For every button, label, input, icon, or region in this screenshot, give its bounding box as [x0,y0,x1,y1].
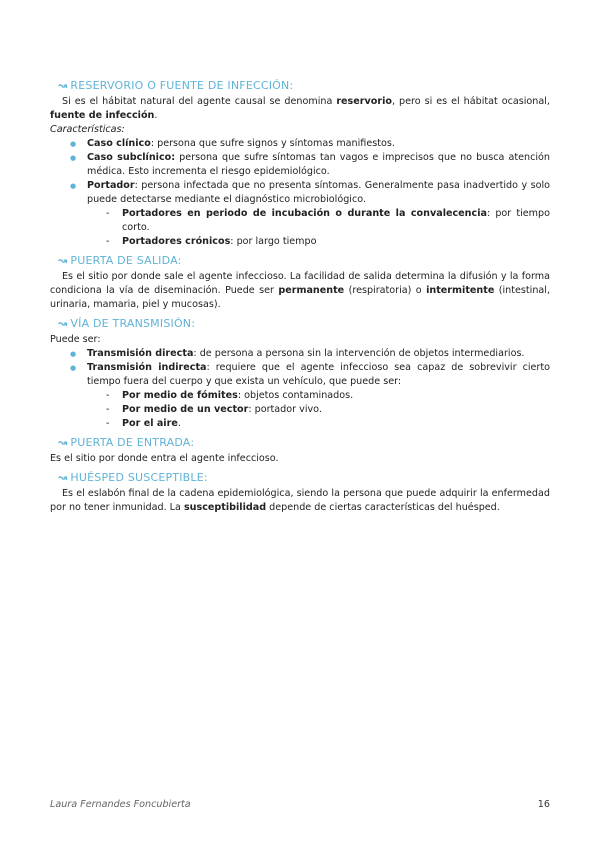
page-number: 16 [537,799,550,810]
curved-arrow-icon: ↝ [58,79,68,92]
list-item: ● Transmisión indirecta: requiere que el agente infeccioso sea capaz de sobrevivir cierto tiempo fuera del cuerpo y que exista un vehículo, que puede ser: - Por medio de fómites: objetos contaminados. - Por medio de un vector: portador vivo. - Por el aire. [87,361,550,431]
curved-arrow-icon: ↝ [58,254,68,267]
entrada-text: Es el sitio por donde entra el agente infeccioso. [50,453,279,464]
section-heading-huesped: ↝ HUÉSPED SUSCEPTIBLE: [58,471,208,484]
list-item: - Portadores crónicos: por largo tiempo [122,235,550,249]
reservorio-intro: Si es el hábitat natural del agente causal se denomina reservorio, pero si es el hábitat ocasional, fuente de infección. [50,96,550,121]
section-heading-reservorio: ↝ RESERVORIO O FUENTE DE INFECCIÓN: [58,79,294,92]
section-heading-transmision: ↝ VÍA DE TRANSMISIÓN: [58,317,196,330]
transmision-list [50,347,550,431]
section-heading-salida: ↝ PUERTA DE SALIDA: [58,254,182,267]
curved-arrow-icon: ↝ [58,317,68,330]
list-item: - Por medio de un vector: portador vivo. [122,403,550,417]
caracteristicas-list [50,137,550,249]
transmision-intro: Puede ser: [50,334,101,345]
list-item: ● Portador: persona infectada que no presenta síntomas. Generalmente pasa inadvertido y solo puede detectarse mediante el diagnóstico microbiológico. - Portadores en periodo de incubación o durante la convalecencia: por tiempo corto. - Portadores crónicos: por largo tiempo [87,179,550,249]
list-item: ● Caso subclínico: persona que sufre síntomas tan vagos e imprecisos que no busca atención médica. Esto incrementa el riesgo epidemiológico. [87,151,550,179]
huesped-text: Es el eslabón final de la cadena epidemiológica, siendo la persona que puede adquirir la enfermedad por no tener inmunidad. La susceptibilidad depende de ciertas características del huésped. [50,488,550,513]
list-item: ● Transmisión directa: de persona a persona sin la intervención de objetos intermediarios. [87,347,550,361]
portadores-list [87,207,550,249]
salida-text: Es el sitio por donde sale el agente infeccioso. La facilidad de salida determina la difusión y la forma condiciona la vía de diseminación. Puede ser permanente (respiratoria) o intermitente (intestinal, urinaria, mamaria, piel y mucosas). [50,271,550,310]
page-footer [50,798,550,812]
curved-arrow-icon: ↝ [58,436,68,449]
caracteristicas-label: Características: [50,124,125,135]
page-content [50,74,550,515]
list-item: - Portadores en periodo de incubación o durante la convalecencia: por tiempo corto. [122,207,550,235]
curved-arrow-icon: ↝ [58,471,68,484]
list-item: - Por medio de fómites: objetos contaminados. [122,389,550,403]
footer-author: Laura Fernandes Foncubierta [50,799,191,810]
list-item: ● Caso clínico: persona que sufre signos y síntomas manifiestos. [87,137,550,151]
list-item: - Por el aire. [122,417,550,431]
vehiculo-list [87,389,550,431]
section-heading-entrada: ↝ PUERTA DE ENTRADA: [58,436,195,449]
